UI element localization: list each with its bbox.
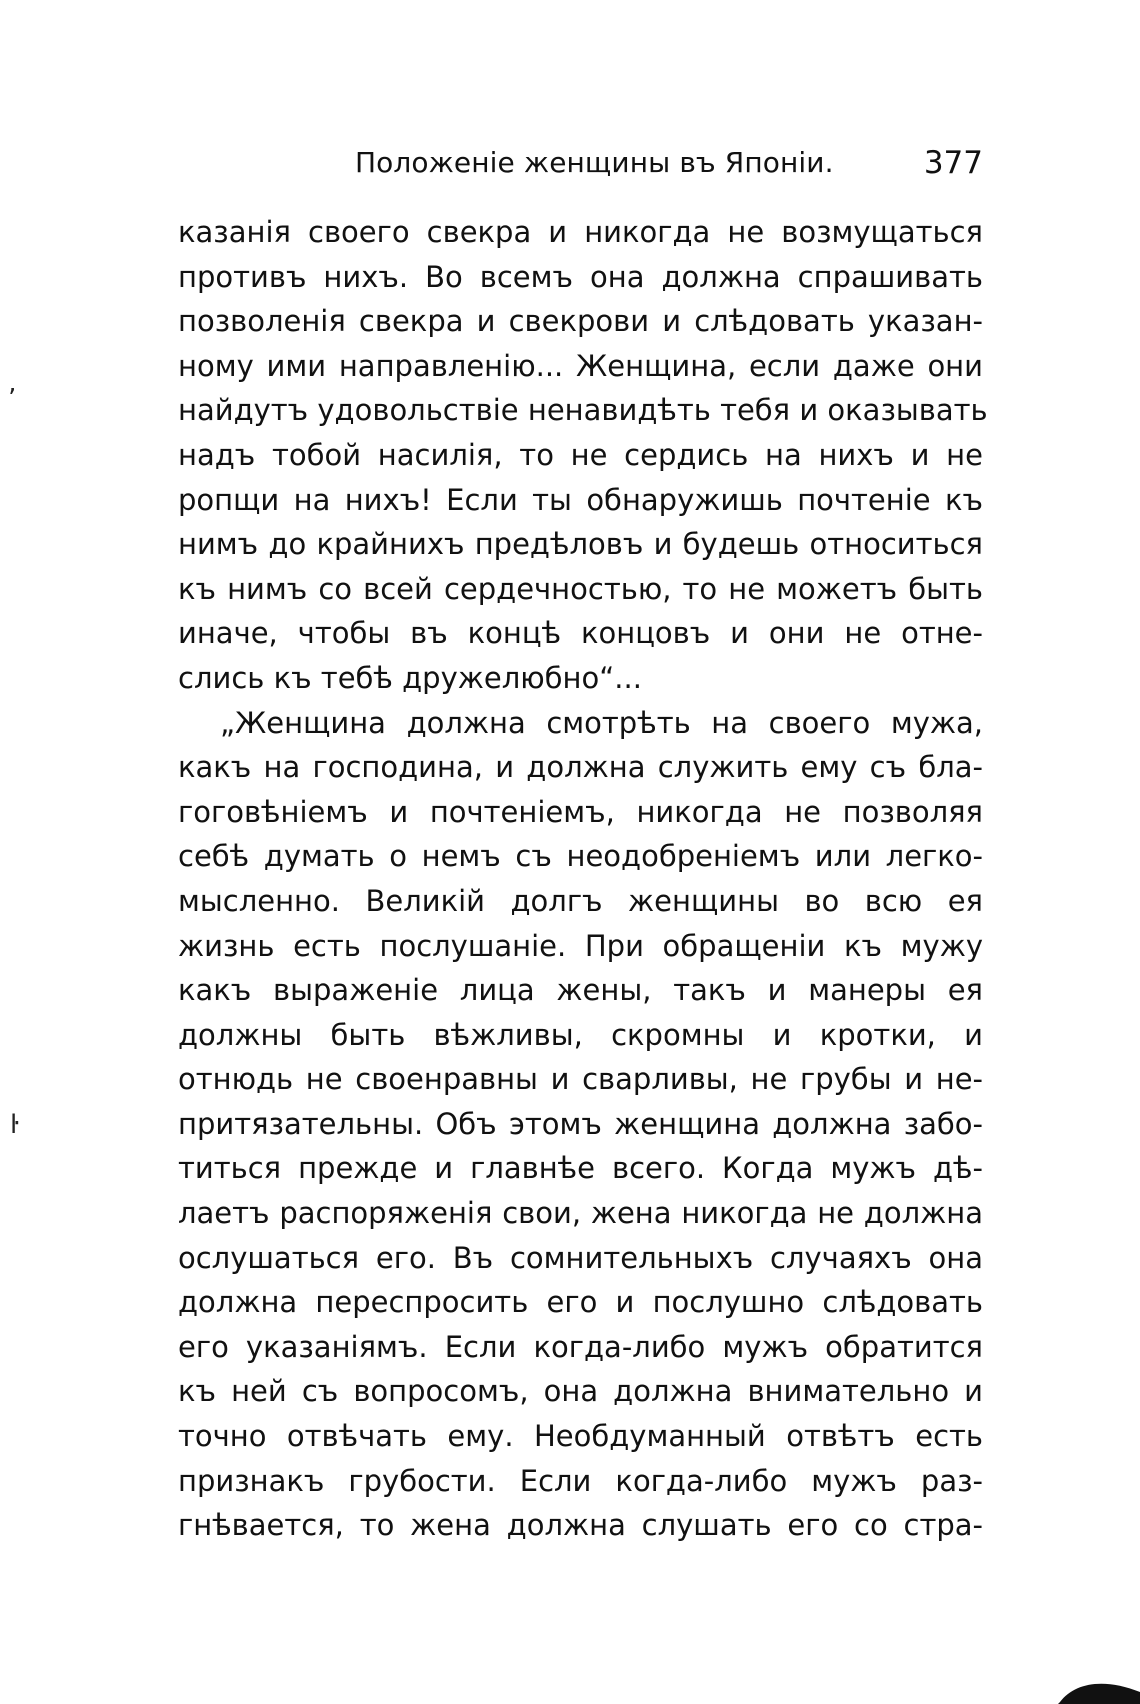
running-title: Положеніе женщины въ Японіи. [355, 146, 834, 179]
margin-mark-bottom: ŀ [10, 1110, 19, 1140]
text-line: найдутъ удовольствіе ненавидѣть тебя и оказывать [178, 393, 988, 428]
text-line: ропщи на нихъ! Если ты обнаружишь почтеніе къ [178, 482, 983, 517]
text-line: нимъ до крайнихъ предѣловъ и будешь относиться [178, 527, 983, 562]
page-number: 377 [923, 145, 983, 181]
paragraph-2 [178, 701, 983, 1548]
text-line: слись къ тебѣ дружелюбно“... [178, 660, 642, 695]
text-line: себѣ думать о немъ съ неодобреніемъ или легко- [178, 839, 983, 874]
text-line: лаетъ распоряженія свои, жена никогда не должна [178, 1196, 983, 1231]
paragraph-1 [178, 210, 988, 701]
text-line: притязательны. Объ этомъ женщина должна забо- [178, 1106, 983, 1141]
text-line: иначе, чтобы въ концѣ концовъ и они не отне- [178, 616, 983, 651]
text-line: титься прежде и главнѣе всего. Когда мужъ дѣ- [178, 1151, 983, 1186]
text-line: ному ими направленію... Женщина, если даже они [178, 348, 983, 383]
text-line: „Женщина должна смотрѣть на своего мужа, [220, 705, 983, 740]
text-line: надъ тобой насилія, то не сердись на нихъ и не [178, 437, 983, 472]
text-line: жизнь есть послушаніе. При обращеніи къ мужу [178, 928, 983, 963]
text-line: точно отвѣчать ему. Необдуманный отвѣтъ есть [178, 1419, 983, 1454]
text-line: должна переспросить его и послушно слѣдовать [178, 1285, 983, 1320]
text-line: отнюдь не своенравны и сварливы, не грубы и не- [178, 1062, 983, 1097]
text-line: гнѣвается, то жена должна слушать его со стра- [178, 1508, 983, 1543]
text-line: гоговѣніемъ и почтеніемъ, никогда не позволяя [178, 794, 983, 829]
text-line: должны быть вѣжливы, скромны и кротки, и [178, 1017, 983, 1052]
text-line: казанія своего свекра и никогда не возмущаться [178, 215, 983, 249]
text-line: ослушаться его. Въ сомнительныхъ случаяхъ она [178, 1240, 983, 1275]
text-line: его указаніямъ. Если когда-либо мужъ обратится [178, 1329, 983, 1364]
text-line: противъ нихъ. Во всемъ она должна спрашивать [178, 259, 983, 294]
running-head [0, 138, 983, 188]
text-line: какъ выраженіе лица жены, такъ и манеры ея [178, 973, 983, 1008]
text-line: какъ на господина, и должна служить ему съ бла- [178, 750, 983, 785]
text-line: къ нимъ со всей сердечностью, то не можетъ быть [178, 571, 983, 606]
text-line: мысленно. Великій долгъ женщины во всю ея [178, 883, 983, 918]
body-text [178, 210, 988, 1548]
text-line: позволенія свекра и свекрови и слѣдовать указан- [178, 304, 983, 339]
corner-scan-mark [1040, 1672, 1140, 1704]
text-line: къ ней съ вопросомъ, она должна внимательно и [178, 1374, 983, 1409]
margin-mark-top: ʼ [8, 384, 17, 414]
text-line: признакъ грубости. Если когда-либо мужъ раз- [178, 1463, 983, 1498]
